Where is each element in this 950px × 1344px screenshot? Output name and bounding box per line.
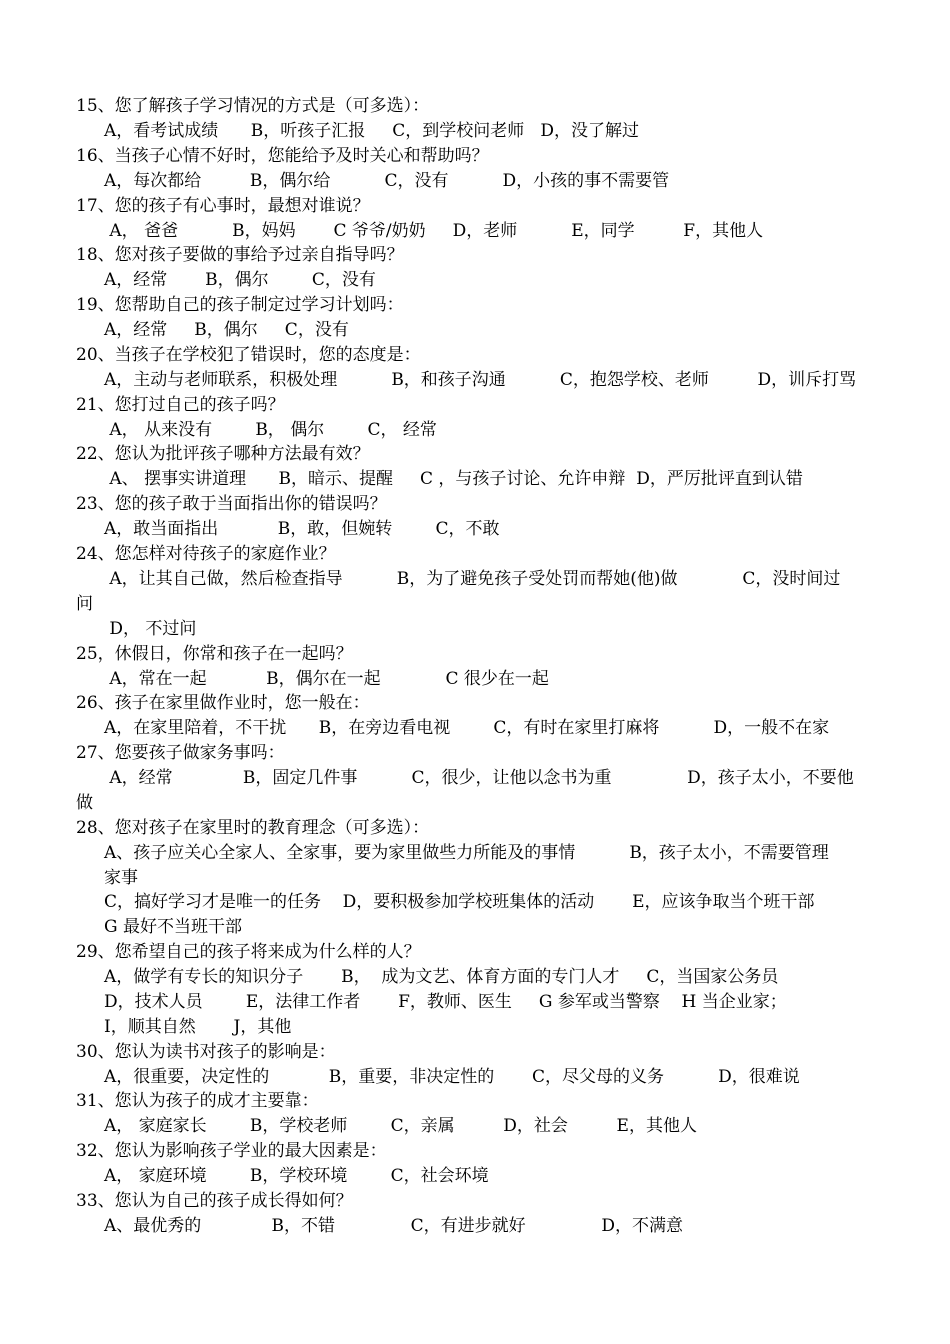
options-24: A，让其自己做，然后检查指导 B，为了避免孩子受处罚而帮她(他)做 C，没时间过 [104, 569, 841, 589]
options-20: A，主动与老师联系，积极处理 B，和孩子沟通 C，抱怨学校、老师 D，训斥打骂 [104, 370, 857, 390]
options-26: A，在家里陪着，不干扰 B，在旁边看电视 C，有时在家里打麻将 D，一般不在家 [104, 718, 830, 738]
options-27: A，经常 B，固定几件事 C，很少，让他以念书为重 D，孩子太小，不要他 [104, 768, 854, 788]
question-17: 17、您的孩子有心事时，最想对谁说？ [76, 196, 370, 216]
question-18: 18、您对孩子要做的事给予过亲自指导吗？ [76, 245, 404, 265]
question-25: 25，休假日，你常和孩子在一起吗？ [76, 644, 353, 664]
options-28-line1: A、孩子应关心全家人、全家事，要为家里做些力所能及的事情 B，孩子太小，不需要管理 [104, 843, 829, 863]
question-32: 32、您认为影响孩子学业的最大因素是： [76, 1141, 387, 1161]
options-16: A，每次都给 B，偶尔给 C，没有 D，小孩的事不需要管 [104, 171, 670, 191]
options-21: A， 从来没有 B， 偶尔 C， 经常 [104, 420, 437, 440]
options-32: A， 家庭环境 B，学校环境 C，社会环境 [104, 1166, 489, 1186]
options-29-line2: D，技术人员 E，法律工作者 F，教师、医生 G 参军或当警察 H 当企业家； [104, 992, 787, 1012]
options-24-extra: D， 不过问 [104, 619, 197, 639]
question-23: 23、您的孩子敢于当面指出你的错误吗？ [76, 494, 387, 514]
options-28-line3: C，搞好学习才是唯一的任务 D，要积极参加学校班集体的活动 E，应该争取当个班干部 [104, 892, 815, 912]
options-29-line1: A，做学有专长的知识分子 B， 成为文艺、体育方面的专门人才 C，当国家公务员 [104, 967, 779, 987]
options-18: A，经常 B，偶尔 C，没有 [104, 270, 376, 290]
question-19: 19、您帮助自己的孩子制定过学习计划吗： [76, 295, 404, 315]
question-21: 21、您打过自己的孩子吗？ [76, 395, 285, 415]
options-17: A， 爸爸 B，妈妈 C 爷爷/奶奶 D，老师 E，同学 F，其他人 [104, 221, 764, 241]
options-30: A，很重要，决定性的 B，重要，非决定性的 C，尽父母的义务 D，很难说 [104, 1067, 800, 1087]
options-29-line3: I，顺其自然 J，其他 [104, 1017, 292, 1037]
options-23: A，敢当面指出 B，敢，但婉转 C，不敢 [104, 519, 500, 539]
options-22: A、 摆事实讲道理 B，暗示、提醒 C ，与孩子讨论、允许申辩 D，严厉批评直到认错 [104, 469, 803, 489]
options-28-line4: G 最好不当班干部 [104, 917, 242, 937]
options-31: A， 家庭家长 B，学校老师 C，亲属 D，社会 E，其他人 [104, 1116, 697, 1136]
question-15: 15、您了解孩子学习情况的方式是（可多选）： [76, 96, 430, 116]
question-20: 20、当孩子在学校犯了错误时，您的态度是： [76, 345, 421, 365]
question-16: 16、当孩子心情不好时，您能给予及时关心和帮助吗？ [76, 146, 489, 166]
options-15: A，看考试成绩 B，听孩子汇报 C，到学校问老师 D，没了解过 [104, 121, 640, 141]
question-28: 28、您对孩子在家里时的教育理念（可多选）： [76, 818, 430, 838]
options-24-continued: 问 [76, 594, 93, 614]
question-27: 27、您要孩子做家务事吗： [76, 743, 285, 763]
options-33: A、最优秀的 B，不错 C，有进步就好 D，不满意 [104, 1216, 683, 1236]
question-29: 29、您希望自己的孩子将来成为什么样的人？ [76, 942, 421, 962]
options-27-continued: 做 [76, 793, 93, 813]
question-22: 22、您认为批评孩子哪种方法最有效？ [76, 444, 370, 464]
question-26: 26、孩子在家里做作业时，您一般在： [76, 693, 370, 713]
options-25: A，常在一起 B，偶尔在一起 C 很少在一起 [104, 669, 549, 689]
question-33: 33、您认为自己的孩子成长得如何？ [76, 1191, 353, 1211]
question-31: 31、您认为孩子的成才主要靠： [76, 1091, 319, 1111]
question-30: 30、您认为读书对孩子的影响是： [76, 1042, 336, 1062]
options-28-line2: 家事 [104, 868, 138, 888]
question-24: 24、您怎样对待孩子的家庭作业？ [76, 544, 336, 564]
options-19: A，经常 B，偶尔 C，没有 [104, 320, 349, 340]
